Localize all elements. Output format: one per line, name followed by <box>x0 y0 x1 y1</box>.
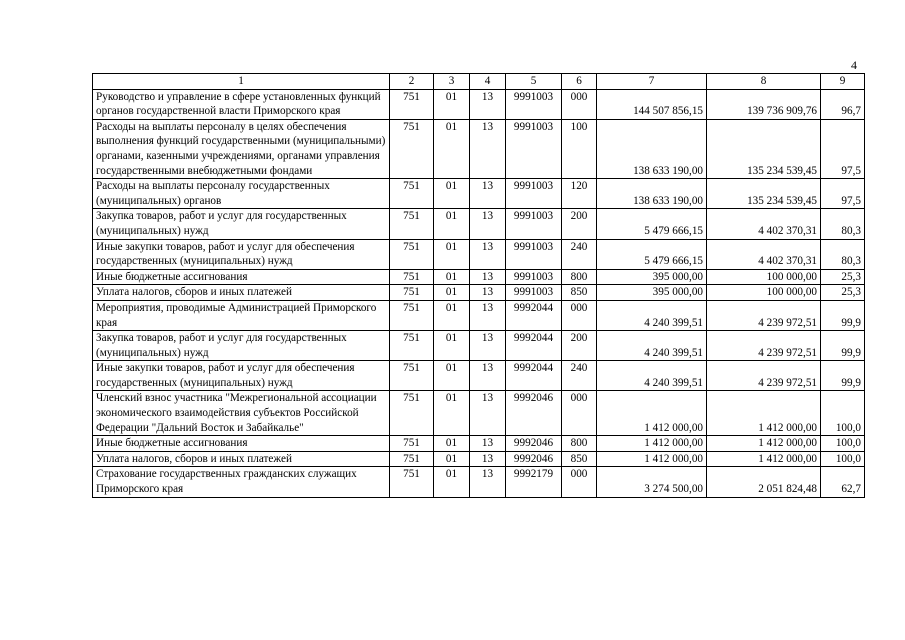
row-name-cell: Уплата налогов, сборов и иных платежей <box>93 285 390 301</box>
row-code-cell: 13 <box>470 391 506 436</box>
row-code-cell: 01 <box>434 391 470 436</box>
row-code-cell: 751 <box>390 209 434 239</box>
table-row <box>93 269 865 285</box>
row-code-cell: 13 <box>470 285 506 301</box>
row-percent-cell: 80,3 <box>821 209 865 239</box>
row-amount-cell: 3 274 500,00 <box>597 467 707 497</box>
row-code-cell: 01 <box>434 89 470 119</box>
row-code-cell: 13 <box>470 209 506 239</box>
row-code-cell: 9992046 <box>506 391 562 436</box>
row-amount-cell: 5 479 666,15 <box>597 209 707 239</box>
row-code-cell: 9991003 <box>506 285 562 301</box>
table-row <box>93 209 865 239</box>
header-row <box>93 74 865 90</box>
row-code-cell: 13 <box>470 179 506 209</box>
row-code-cell: 751 <box>390 331 434 361</box>
row-code-cell: 000 <box>562 300 597 330</box>
row-amount-cell: 138 633 190,00 <box>597 119 707 178</box>
row-amount-cell: 135 234 539,45 <box>707 119 821 178</box>
table-row <box>93 436 865 452</box>
header-cell: 5 <box>506 74 562 90</box>
row-code-cell: 9991003 <box>506 119 562 178</box>
row-code-cell: 751 <box>390 239 434 269</box>
row-name-cell: Закупка товаров, работ и услуг для государственных (муниципальных) нужд <box>93 331 390 361</box>
row-name-cell: Мероприятия, проводимые Администрацией Приморского края <box>93 300 390 330</box>
table-row <box>93 467 865 497</box>
row-amount-cell: 144 507 856,15 <box>597 89 707 119</box>
header-cell: 9 <box>821 74 865 90</box>
row-name-cell: Иные закупки товаров, работ и услуг для обеспечения государственных (муниципальных) нужд <box>93 361 390 391</box>
row-code-cell: 01 <box>434 451 470 467</box>
row-code-cell: 01 <box>434 179 470 209</box>
row-name-cell: Руководство и управление в сфере установленных функций органов государственной власти Приморского края <box>93 89 390 119</box>
row-name-cell: Закупка товаров, работ и услуг для государственных (муниципальных) нужд <box>93 209 390 239</box>
row-amount-cell: 395 000,00 <box>597 285 707 301</box>
row-code-cell: 13 <box>470 361 506 391</box>
header-cell: 7 <box>597 74 707 90</box>
row-code-cell: 200 <box>562 331 597 361</box>
row-percent-cell: 97,5 <box>821 179 865 209</box>
header-cell: 4 <box>470 74 506 90</box>
row-amount-cell: 395 000,00 <box>597 269 707 285</box>
row-name-cell: Расходы на выплаты персоналу государственных (муниципальных) органов <box>93 179 390 209</box>
row-code-cell: 01 <box>434 467 470 497</box>
row-amount-cell: 4 239 972,51 <box>707 300 821 330</box>
row-percent-cell: 100,0 <box>821 391 865 436</box>
row-name-cell: Расходы на выплаты персоналу в целях обеспечения выполнения функций государственными (муниципальными) органами, казенными учреждениями, органами управления государственными внебюджетными фондами <box>93 119 390 178</box>
table-row <box>93 391 865 436</box>
row-percent-cell: 97,5 <box>821 119 865 178</box>
row-code-cell: 13 <box>470 436 506 452</box>
row-code-cell: 800 <box>562 436 597 452</box>
row-amount-cell: 1 412 000,00 <box>597 451 707 467</box>
header-cell: 1 <box>93 74 390 90</box>
row-percent-cell: 80,3 <box>821 239 865 269</box>
row-code-cell: 9992044 <box>506 361 562 391</box>
table-row <box>93 239 865 269</box>
row-percent-cell: 62,7 <box>821 467 865 497</box>
row-code-cell: 751 <box>390 391 434 436</box>
row-name-cell: Иные бюджетные ассигнования <box>93 269 390 285</box>
table-row <box>93 300 865 330</box>
row-amount-cell: 1 412 000,00 <box>707 391 821 436</box>
row-code-cell: 120 <box>562 179 597 209</box>
row-code-cell: 13 <box>470 239 506 269</box>
row-percent-cell: 99,9 <box>821 300 865 330</box>
row-code-cell: 751 <box>390 119 434 178</box>
table-row <box>93 331 865 361</box>
row-amount-cell: 4 402 370,31 <box>707 239 821 269</box>
header-cell: 8 <box>707 74 821 90</box>
header-cell: 3 <box>434 74 470 90</box>
table-row <box>93 451 865 467</box>
row-code-cell: 751 <box>390 436 434 452</box>
row-code-cell: 13 <box>470 89 506 119</box>
row-code-cell: 01 <box>434 119 470 178</box>
row-amount-cell: 1 412 000,00 <box>597 436 707 452</box>
table-row <box>93 285 865 301</box>
row-amount-cell: 4 402 370,31 <box>707 209 821 239</box>
row-percent-cell: 100,0 <box>821 451 865 467</box>
row-amount-cell: 139 736 909,76 <box>707 89 821 119</box>
row-code-cell: 850 <box>562 451 597 467</box>
row-code-cell: 751 <box>390 300 434 330</box>
row-amount-cell: 1 412 000,00 <box>707 436 821 452</box>
row-code-cell: 000 <box>562 467 597 497</box>
row-amount-cell: 4 239 972,51 <box>707 361 821 391</box>
row-code-cell: 751 <box>390 467 434 497</box>
table-row <box>93 361 865 391</box>
budget-table <box>92 73 865 498</box>
row-code-cell: 9991003 <box>506 179 562 209</box>
row-code-cell: 13 <box>470 467 506 497</box>
header-cell: 2 <box>390 74 434 90</box>
row-amount-cell: 2 051 824,48 <box>707 467 821 497</box>
row-amount-cell: 4 240 399,51 <box>597 331 707 361</box>
row-percent-cell: 96,7 <box>821 89 865 119</box>
row-code-cell: 9991003 <box>506 89 562 119</box>
row-code-cell: 751 <box>390 451 434 467</box>
row-code-cell: 01 <box>434 331 470 361</box>
row-name-cell: Членский взнос участника "Межрегиональной ассоциации экономического взаимодействия субъектов Российской Федерации "Дальний Восток и Забайкалье" <box>93 391 390 436</box>
row-amount-cell: 100 000,00 <box>707 285 821 301</box>
row-code-cell: 13 <box>470 331 506 361</box>
row-amount-cell: 135 234 539,45 <box>707 179 821 209</box>
row-percent-cell: 100,0 <box>821 436 865 452</box>
row-code-cell: 9992044 <box>506 300 562 330</box>
row-code-cell: 01 <box>434 300 470 330</box>
row-amount-cell: 1 412 000,00 <box>707 451 821 467</box>
row-code-cell: 000 <box>562 89 597 119</box>
row-code-cell: 751 <box>390 179 434 209</box>
header-cell: 6 <box>562 74 597 90</box>
row-code-cell: 9992046 <box>506 451 562 467</box>
row-code-cell: 13 <box>470 300 506 330</box>
row-code-cell: 751 <box>390 89 434 119</box>
row-amount-cell: 1 412 000,00 <box>597 391 707 436</box>
row-percent-cell: 99,9 <box>821 331 865 361</box>
row-amount-cell: 4 239 972,51 <box>707 331 821 361</box>
row-code-cell: 240 <box>562 239 597 269</box>
row-code-cell: 01 <box>434 269 470 285</box>
row-code-cell: 9992044 <box>506 331 562 361</box>
row-amount-cell: 138 633 190,00 <box>597 179 707 209</box>
row-code-cell: 9992046 <box>506 436 562 452</box>
row-name-cell: Иные закупки товаров, работ и услуг для обеспечения государственных (муниципальных) нужд <box>93 239 390 269</box>
row-code-cell: 200 <box>562 209 597 239</box>
row-amount-cell: 4 240 399,51 <box>597 361 707 391</box>
row-code-cell: 240 <box>562 361 597 391</box>
row-amount-cell: 4 240 399,51 <box>597 300 707 330</box>
row-name-cell: Страхование государственных гражданских служащих Приморского края <box>93 467 390 497</box>
row-code-cell: 850 <box>562 285 597 301</box>
row-name-cell: Иные бюджетные ассигнования <box>93 436 390 452</box>
row-code-cell: 13 <box>470 269 506 285</box>
table-row <box>93 89 865 119</box>
row-code-cell: 800 <box>562 269 597 285</box>
row-name-cell: Уплата налогов, сборов и иных платежей <box>93 451 390 467</box>
row-amount-cell: 100 000,00 <box>707 269 821 285</box>
row-percent-cell: 25,3 <box>821 269 865 285</box>
row-code-cell: 9991003 <box>506 209 562 239</box>
table-row <box>93 179 865 209</box>
row-code-cell: 9991003 <box>506 269 562 285</box>
row-code-cell: 01 <box>434 285 470 301</box>
row-percent-cell: 99,9 <box>821 361 865 391</box>
row-amount-cell: 5 479 666,15 <box>597 239 707 269</box>
row-code-cell: 751 <box>390 285 434 301</box>
row-code-cell: 13 <box>470 119 506 178</box>
row-code-cell: 9992179 <box>506 467 562 497</box>
row-code-cell: 01 <box>434 436 470 452</box>
row-percent-cell: 25,3 <box>821 285 865 301</box>
row-code-cell: 751 <box>390 269 434 285</box>
row-code-cell: 100 <box>562 119 597 178</box>
row-code-cell: 13 <box>470 451 506 467</box>
table-row <box>93 119 865 178</box>
row-code-cell: 01 <box>434 239 470 269</box>
row-code-cell: 9991003 <box>506 239 562 269</box>
row-code-cell: 01 <box>434 361 470 391</box>
row-code-cell: 01 <box>434 209 470 239</box>
row-code-cell: 751 <box>390 361 434 391</box>
page-number: 4 <box>851 58 857 72</box>
row-code-cell: 000 <box>562 391 597 436</box>
